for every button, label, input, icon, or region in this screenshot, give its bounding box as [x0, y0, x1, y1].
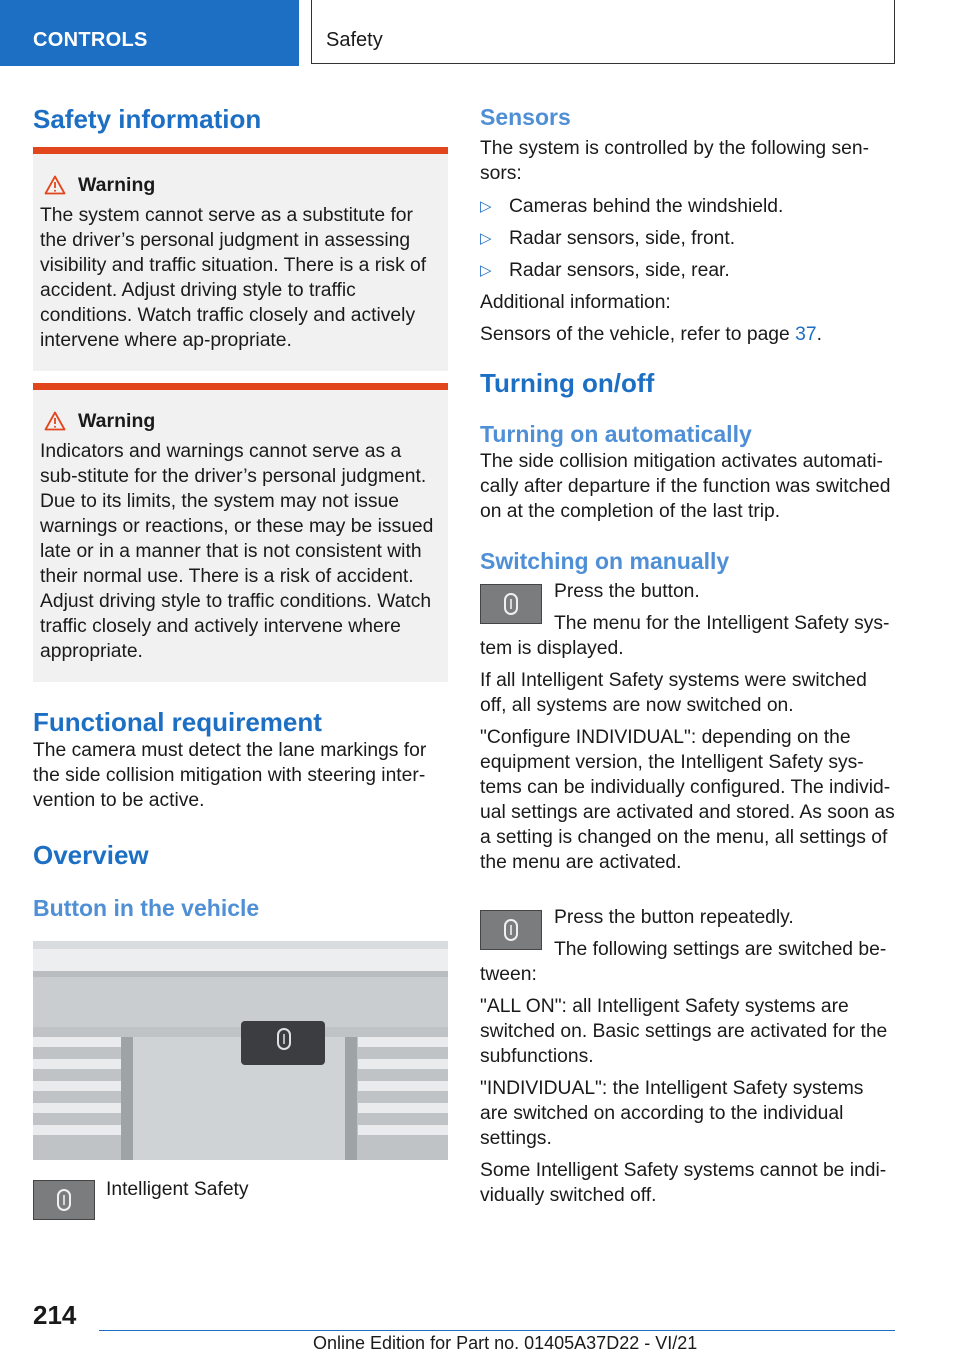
button-caption: Intelligent Safety: [106, 1179, 249, 1200]
vehicle-button-photo: [33, 941, 448, 1160]
dashboard-illustration: [33, 941, 448, 1160]
bullet-triangle-icon: ▷: [480, 230, 492, 247]
all-off-text: If all Intelligent Safety systems were switched off, all systems are now switched on.: [480, 670, 867, 716]
following-text-a: The following settings are switched be‐: [554, 939, 887, 960]
heading-turning-on-auto: Turning on automatically: [480, 421, 752, 447]
button-legend: [33, 1180, 448, 1220]
heading-functional-requirement: Functional requirement: [33, 707, 322, 737]
additional-info: Additional information:: [480, 292, 671, 313]
list-item: ▷ Radar sensors, side, front.: [480, 228, 736, 249]
page-number: 214: [33, 1300, 77, 1330]
sensors-intro: The system is controlled by the following sen‐sors:: [480, 138, 870, 184]
press-button-text: Press the button.: [554, 581, 700, 602]
section-title: CONTROLS: [33, 29, 148, 51]
right-column: [480, 100, 895, 1208]
heading-button-in-vehicle: Button in the vehicle: [33, 895, 260, 921]
chapter-tab: [311, 0, 895, 64]
warning-box-2: [33, 383, 448, 682]
individual-text: "INDIVIDUAL": the Intelligent Safety systems are switched on according to the individual settings.: [480, 1078, 864, 1149]
page-link[interactable]: 37: [795, 324, 817, 345]
section-tab: [0, 0, 299, 66]
heading-safety-information: Safety information: [33, 104, 262, 134]
auto-text: The side collision mitigation activates automati‐cally after departure if the function was switched on at the completion of the last trip.: [480, 451, 891, 522]
menu-text-a: The menu for the Intelligent Safety sys‐: [554, 613, 890, 634]
press-repeat-row: [480, 907, 895, 962]
heading-overview: Overview: [33, 840, 149, 870]
heading-switching-on-manually: Switching on manually: [480, 548, 730, 574]
chapter-title: Safety: [326, 29, 383, 51]
list-item: ▷ Radar sensors, side, rear.: [480, 260, 730, 281]
left-column: [33, 100, 448, 1220]
warning-box-1: [33, 147, 448, 371]
warning-triangle-icon: [44, 175, 66, 195]
bullet-triangle-icon: ▷: [480, 262, 492, 279]
warning-title: Warning: [78, 174, 156, 196]
some-systems-text: Some Intelligent Safety systems cannot be indi‐vidually switched off.: [480, 1160, 887, 1206]
intelligent-safety-button[interactable]: [480, 910, 542, 950]
intelligent-safety-icon: [503, 593, 519, 615]
intelligent-safety-button[interactable]: [480, 584, 542, 624]
menu-text-b: tem is displayed.: [480, 638, 624, 659]
sensors-reference: Sensors of the vehicle, refer to page 37.: [480, 324, 822, 345]
intelligent-safety-button[interactable]: [33, 1180, 95, 1220]
warning-text: Indicators and warnings cannot serve as a sub‐stitute for the driver’s personal judgment. Due to its limits, the system may not issue warnings or reactions, or these may be issued late or in a manner that is not consistent with their normal use. There is a risk of accident. Adjust driving style to traffic conditions. Watch traffic closely and actively intervene where appropriate.: [40, 441, 434, 662]
footer-divider: [99, 1330, 895, 1331]
press-button-row: [480, 581, 895, 636]
sensor-list: [480, 194, 895, 283]
press-repeat-text: Press the button repeatedly.: [554, 907, 794, 928]
heading-sensors: Sensors: [480, 104, 571, 130]
list-item: ▷ Cameras behind the windshield.: [480, 196, 784, 217]
edition-text: Online Edition for Part no. 01405A37D22 - VI/21: [313, 1333, 698, 1353]
following-text-b: tween:: [480, 964, 537, 985]
configure-text: "Configure INDIVIDUAL": depending on the equipment version, the Intelligent Safety sys‐tems can be individually configured. The individ‐ual settings are activated and stored. As soon as a setting is changed on the menu, all settings of the menu are activated.: [480, 727, 895, 873]
intelligent-safety-icon: [503, 919, 519, 941]
functional-text: The camera must detect the lane markings for the side collision mitigation with steering inter‐vention to be active.: [33, 740, 427, 811]
bullet-triangle-icon: ▷: [480, 198, 492, 215]
all-on-text: "ALL ON": all Intelligent Safety systems are switched on. Basic settings are activated for the subfunctions.: [480, 996, 888, 1067]
intelligent-safety-icon: [56, 1189, 72, 1211]
warning-title: Warning: [78, 410, 156, 432]
warning-triangle-icon: [44, 411, 66, 431]
warning-text: The system cannot serve as a substitute for the driver’s personal judgment in assessing visibility and traffic situation. There is a risk of accident. Adjust driving style to traffic conditions. Watch traffic closely and actively intervene where ap‐propriate.: [40, 205, 427, 351]
heading-turning-on-off: Turning on/off: [480, 368, 655, 398]
